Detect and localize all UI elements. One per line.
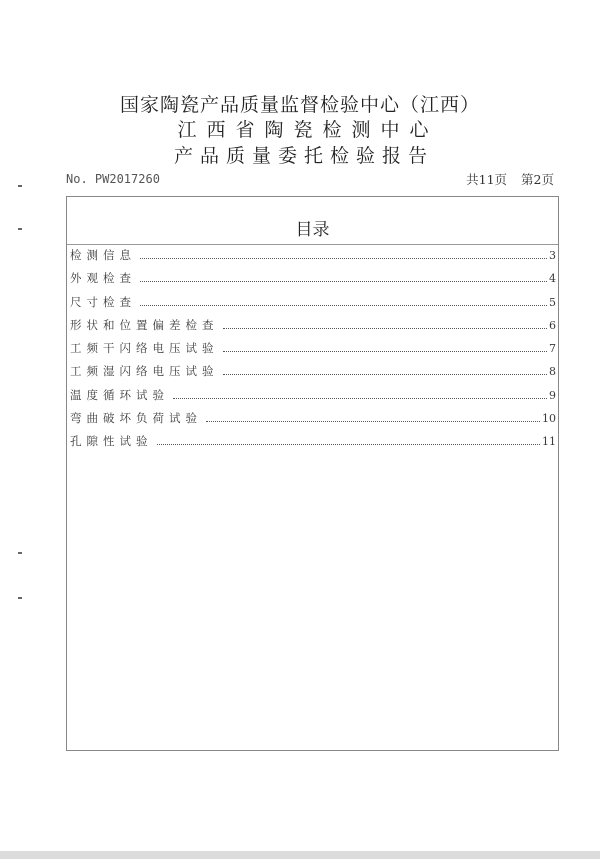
toc-entry-page: 9 — [549, 388, 556, 402]
toc-entry-page: 5 — [549, 295, 556, 309]
toc-leader-dots — [223, 351, 548, 352]
toc-entry-label: 弯曲破坏负荷试验 — [70, 411, 202, 426]
toc-leader-dots — [223, 374, 548, 375]
toc-leader-dots — [140, 281, 547, 282]
toc-entry-label: 形状和位置偏差检查 — [70, 317, 219, 332]
toc-leader-dots — [140, 305, 547, 306]
scan-mark — [18, 228, 22, 230]
toc-entry-label: 外观检查 — [70, 271, 136, 286]
toc-divider — [67, 244, 558, 245]
toc-entry-page: 4 — [549, 272, 556, 286]
toc-entry — [67, 387, 558, 410]
toc-entry-label: 检测信息 — [70, 248, 136, 262]
scan-mark — [18, 185, 22, 187]
toc-leader-dots — [140, 258, 547, 259]
toc-entry — [67, 317, 558, 340]
toc-entry — [67, 363, 558, 386]
toc-entry — [67, 247, 558, 270]
toc-list — [67, 247, 558, 457]
toc-leader-dots — [223, 328, 548, 329]
toc-entry-label: 温度循环试验 — [70, 387, 169, 402]
scan-edge — [0, 851, 600, 859]
report-number: No. PW2017260 — [66, 172, 160, 186]
toc-entry-label: 工频干闪络电压试验 — [70, 341, 219, 356]
center-subname-heading: 江西省陶瓷检测中心 — [177, 119, 439, 141]
toc-frame — [66, 196, 559, 751]
toc-entry — [67, 270, 558, 293]
toc-entry-page: 6 — [549, 318, 556, 332]
toc-entry — [67, 294, 558, 317]
toc-entry-page: 7 — [549, 342, 556, 356]
toc-entry — [67, 410, 558, 433]
toc-leader-dots — [206, 421, 540, 422]
toc-entry-page: 8 — [549, 365, 556, 379]
toc-leader-dots — [157, 444, 541, 445]
scan-mark — [18, 597, 22, 599]
toc-entry-page: 10 — [542, 412, 556, 426]
toc-entry — [67, 433, 558, 456]
toc-entry-label: 孔隙性试验 — [70, 434, 153, 449]
center-name-heading: 国家陶瓷产品质量监督检验中心（江西） — [119, 94, 480, 116]
toc-entry-label: 工频湿闪络电压试验 — [70, 364, 219, 379]
toc-entry-label: 尺寸检查 — [70, 294, 136, 309]
toc-leader-dots — [173, 398, 547, 399]
scan-mark — [18, 552, 22, 554]
toc-entry-page: 3 — [549, 249, 556, 262]
toc-entry — [67, 340, 558, 363]
toc-entry-page: 11 — [542, 435, 556, 449]
toc-title: 目录 — [295, 220, 330, 240]
page-count: 共11页 第2页 — [466, 172, 554, 187]
report-type-heading: 产品质量委托检验报告 — [173, 145, 434, 167]
